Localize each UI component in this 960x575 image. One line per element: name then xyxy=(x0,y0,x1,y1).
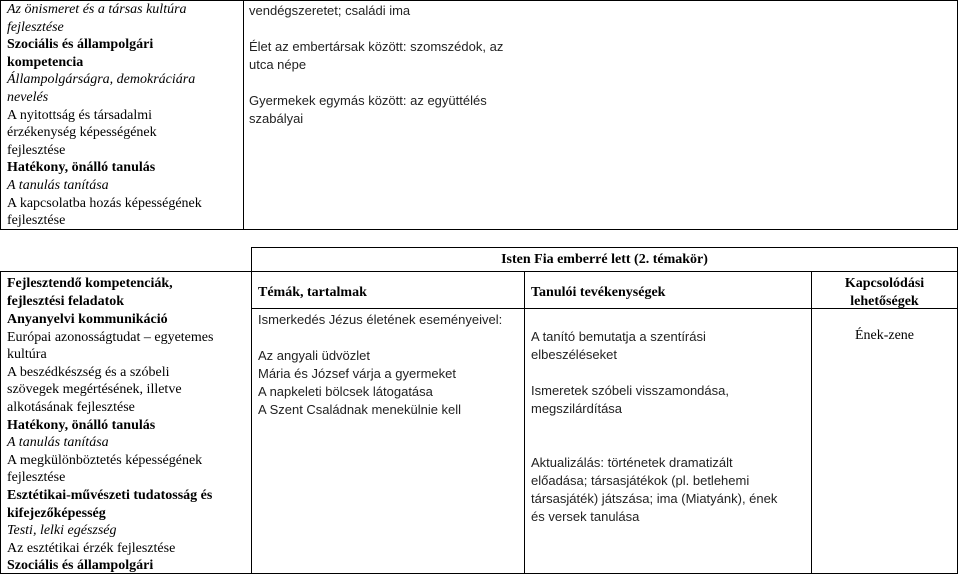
competency-line: Szociális és állampolgári xyxy=(7,558,154,574)
topic-line: Ismerkedés Jézus életének eseményeivel: xyxy=(258,312,503,327)
competency-line: Hatékony, önálló tanulás xyxy=(7,160,156,176)
table-border xyxy=(811,271,812,574)
competency-line: fejlesztése xyxy=(7,19,64,35)
competency-line: alkotásának fejlesztése xyxy=(7,399,135,415)
topic-line: A napkeleti bölcsek látogatása xyxy=(258,384,433,399)
activity-line: és versek tanulása xyxy=(531,509,640,524)
table-border xyxy=(251,247,958,248)
topic-line: Gyermekek egymás között: az együttélés xyxy=(249,93,487,108)
activities-cell xyxy=(531,328,777,526)
table-border xyxy=(957,0,958,230)
competency-line: A megkülönböztetés képességének xyxy=(7,452,203,468)
header-topics: Témák, tartalmak xyxy=(258,285,367,300)
competency-line: A tanulás tanítása xyxy=(7,177,109,193)
connections-cell xyxy=(812,327,957,345)
competency-line: Az önismeret és a társas kultúra xyxy=(7,2,187,17)
competency-line: Az esztétikai érzék fejlesztése xyxy=(7,540,176,556)
topics-cell xyxy=(249,2,503,128)
topic-line: Mária és József várja a gyermeket xyxy=(258,366,456,381)
table-border xyxy=(524,271,525,574)
table-border xyxy=(243,0,244,230)
competency-line: fejlesztése xyxy=(7,213,66,229)
competency-line: szövegek megértésének, illetve xyxy=(7,382,182,398)
header-line: Fejlesztendő kompetenciák, xyxy=(7,276,173,291)
activity-line: Ismeretek szóbeli visszamondása, xyxy=(531,383,729,398)
competency-line: Állampolgárságra, demokráciára xyxy=(7,72,196,88)
activity-line: Aktualizálás: történetek dramatizált xyxy=(531,455,733,470)
competency-line: kultúra xyxy=(7,347,47,363)
topic-line: utca népe xyxy=(249,57,307,72)
competency-line: fejlesztése xyxy=(7,142,66,158)
connection-line: Ének-zene xyxy=(854,328,915,343)
topic-line xyxy=(249,20,503,38)
topics-cell xyxy=(258,311,502,419)
competency-line: A beszédkészség és a szóbeli xyxy=(7,364,170,380)
competency-line: A tanulás tanítása xyxy=(7,435,109,451)
topic-line xyxy=(258,329,502,347)
competency-line: Európai azonosságtudat – egyetemes xyxy=(7,329,214,345)
topic-line: Élet az embertársak között: szomszédok, az xyxy=(249,39,504,54)
activity-line: előadása; társasjátékok (pl. betlehemi xyxy=(531,473,750,488)
table-border xyxy=(0,0,1,230)
topic-line xyxy=(249,74,503,92)
header-activities: Tanulói tevékenységek xyxy=(531,285,666,300)
header-competencies xyxy=(7,275,173,310)
competency-cell xyxy=(7,1,202,230)
activity-line: elbeszéléseket xyxy=(531,347,617,362)
table-border xyxy=(957,247,958,574)
topic-line: szabályai xyxy=(249,111,304,126)
header-line: lehetőségek xyxy=(850,293,919,309)
competency-line: érzékenység képességének xyxy=(7,125,157,141)
header-line: Kapcsolódási xyxy=(844,276,925,291)
table-border xyxy=(251,247,252,574)
competency-line: Testi, lelki egészség xyxy=(7,523,117,539)
table-border xyxy=(0,271,1,574)
competency-line: kifejezőképesség xyxy=(7,505,106,521)
topic-line: Az angyali üdvözlet xyxy=(258,348,371,363)
competency-line: kompetencia xyxy=(7,54,84,70)
activity-line xyxy=(531,436,777,454)
competency-line: Szociális és állampolgári xyxy=(7,37,154,53)
activity-line xyxy=(531,418,777,436)
competency-line: Hatékony, önálló tanulás xyxy=(7,417,156,433)
competencies-cell xyxy=(7,311,213,575)
competency-line: A kapcsolatba hozás képességének xyxy=(7,195,202,211)
topic-line: vendégszeretet; családi ima xyxy=(249,3,411,18)
header-connections xyxy=(812,275,957,310)
activity-line xyxy=(531,364,777,382)
competency-line: fejlesztése xyxy=(7,470,66,486)
header-line: fejlesztési feladatok xyxy=(7,293,125,309)
competency-line: Anyanyelvi kommunikáció xyxy=(7,312,168,327)
section-title: Isten Fia emberré lett (2. témakör) xyxy=(501,252,708,267)
topic-line: A Szent Családnak menekülnie kell xyxy=(258,402,462,417)
activity-line: megszilárdítása xyxy=(531,401,623,416)
competency-line: A nyitottság és társadalmi xyxy=(7,107,153,123)
activity-line: A tanító bemutatja a szentírási xyxy=(531,329,706,344)
table-border xyxy=(0,271,958,272)
competency-line: Esztétikai-művészeti tudatosság és xyxy=(7,487,213,503)
activity-line: társasjáték) játszása; ima (Miatyánk), ének xyxy=(531,491,778,506)
competency-line: nevelés xyxy=(7,89,49,105)
